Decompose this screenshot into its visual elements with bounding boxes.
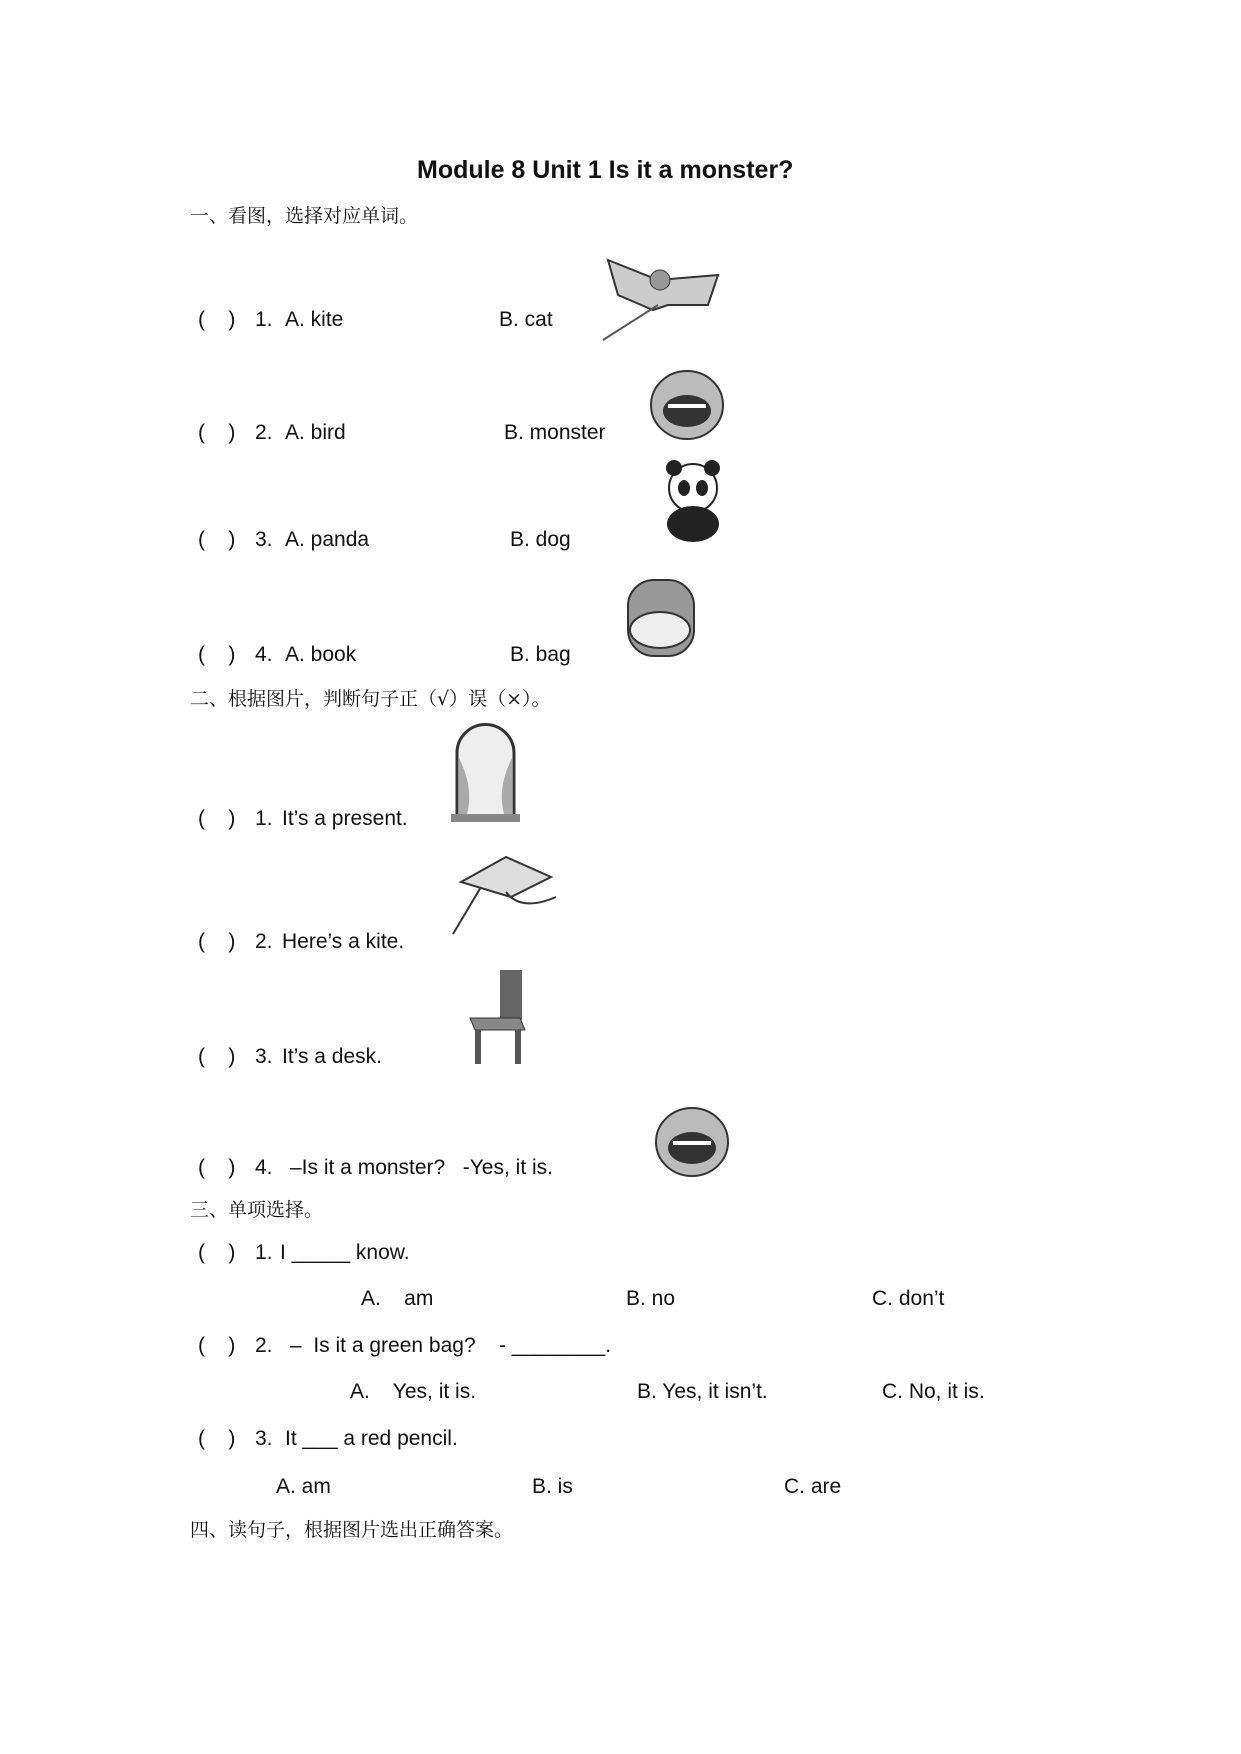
answer-blank[interactable]: ( ) xyxy=(198,807,236,830)
kite-image xyxy=(451,852,558,936)
statement: It’s a present. xyxy=(282,807,408,830)
answer-blank[interactable]: ( ) xyxy=(198,1156,236,1179)
option-c: C. No, it is. xyxy=(882,1380,985,1403)
answer-blank[interactable]: ( ) xyxy=(198,1045,236,1068)
question-number: 3. xyxy=(255,1045,273,1068)
monster-image xyxy=(651,1094,733,1180)
option-a: A. kite xyxy=(285,308,344,331)
statement: Here’s a kite. xyxy=(282,930,405,953)
monkey-bag-image xyxy=(620,570,702,660)
question-number: 3. xyxy=(255,528,273,551)
answer-blank[interactable]: ( ) xyxy=(198,528,236,551)
question-text: It ___ a red pencil. xyxy=(285,1427,458,1450)
answer-blank[interactable]: ( ) xyxy=(198,1427,236,1450)
chair-image xyxy=(465,968,535,1066)
option-c: C. don’t xyxy=(872,1287,945,1310)
question-number: 4. xyxy=(255,643,273,666)
statement: It’s a desk. xyxy=(282,1045,382,1068)
question-number: 1. xyxy=(255,1241,273,1264)
page-title: Module 8 Unit 1 Is it a monster? xyxy=(417,156,794,184)
section-2-heading: 二、根据图片，判断句子正（√）误（×）。 xyxy=(190,688,551,710)
question-number: 3. xyxy=(255,1427,273,1450)
question-number: 2. xyxy=(255,1334,273,1357)
question-number: 1. xyxy=(255,308,273,331)
option-b: B. no xyxy=(626,1287,676,1310)
panda-image xyxy=(654,460,732,544)
question-number: 4. xyxy=(255,1156,273,1179)
section-3-heading: 三、单项选择。 xyxy=(190,1199,324,1221)
option-a: A. panda xyxy=(285,528,370,551)
answer-blank[interactable]: ( ) xyxy=(198,1334,236,1357)
option-a: A. Yes, it is. xyxy=(350,1380,477,1403)
window-image xyxy=(449,718,522,823)
section-1-heading: 一、看图，选择对应单词。 xyxy=(190,205,419,227)
question-text: – Is it a green bag? - ________. xyxy=(290,1334,612,1357)
option-c: C. are xyxy=(784,1475,842,1498)
answer-blank[interactable]: ( ) xyxy=(198,1241,236,1264)
answer-blank[interactable]: ( ) xyxy=(198,308,236,331)
monster-image xyxy=(646,361,728,441)
answer-blank[interactable]: ( ) xyxy=(198,643,236,666)
section-4-heading: 四、读句子，根据图片选出正确答案。 xyxy=(190,1519,514,1541)
option-a: A. am xyxy=(276,1475,331,1498)
answer-blank[interactable]: ( ) xyxy=(198,930,236,953)
statement: –Is it a monster? -Yes, it is. xyxy=(290,1156,553,1179)
question-number: 2. xyxy=(255,421,273,444)
question-number: 1. xyxy=(255,807,273,830)
option-b: B. dog xyxy=(510,528,571,551)
option-b: B. is xyxy=(532,1475,573,1498)
option-b: B. Yes, it isn’t. xyxy=(637,1380,768,1403)
option-a: A. bird xyxy=(285,421,346,444)
option-b: B. cat xyxy=(499,308,553,331)
option-a: A. am xyxy=(361,1287,434,1310)
bird-kite-image xyxy=(598,250,728,344)
option-a: A. book xyxy=(285,643,357,666)
question-number: 2. xyxy=(255,930,273,953)
option-b: B. bag xyxy=(510,643,571,666)
answer-blank[interactable]: ( ) xyxy=(198,421,236,444)
question-text: I _____ know. xyxy=(280,1241,410,1264)
option-b: B. monster xyxy=(504,421,606,444)
